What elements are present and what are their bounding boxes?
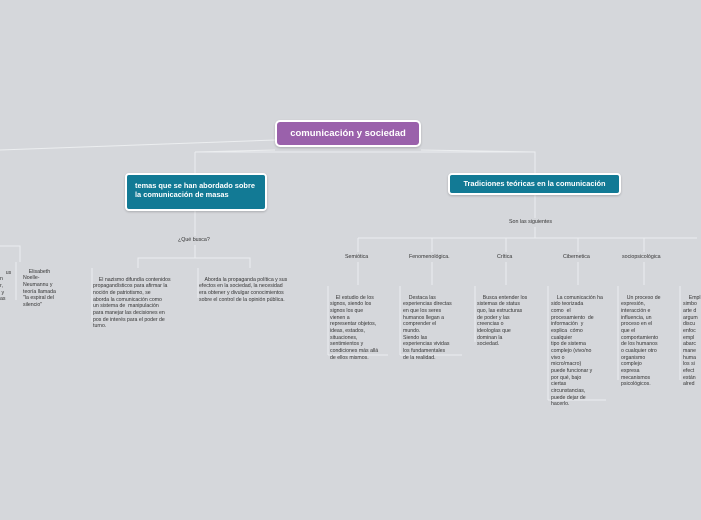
tradition-cibernetica[interactable]	[563, 254, 590, 261]
topic-elisabeth-noelle-neumann[interactable]	[23, 262, 83, 315]
tradition-sociopsicologica[interactable]	[622, 254, 661, 261]
tradition-retorica-text: Empl simbo arte d argum discu enfoc empl abarc mane huma los si efect están alred	[683, 294, 701, 388]
connector-central-right	[195, 152, 535, 173]
topic-elisabeth-text: Elisabeth Noelle- Neumannu y teoría llamada "la espiral del silencio"	[23, 268, 56, 308]
tradition-fenomenologica-label: Fenomenológica.	[409, 254, 450, 260]
tradition-sociopsicologica-text: Un proceso de expresión, interacción e influencia, un proceso en el que el comportamiento de los humanos o cualquier otro organismo complejo expresa mecanismos psicológicos.	[621, 294, 661, 388]
topic-nazismo[interactable]	[93, 270, 193, 337]
connector-question-propaganda	[195, 258, 250, 268]
tradition-cibernetica-description[interactable]	[551, 288, 613, 414]
topic-offscreen-fragment[interactable]	[0, 263, 10, 310]
central-topic-label: comunicación y sociedad	[290, 128, 406, 139]
tradition-critica-text: Busca entender los sistemas de status quo, las estructuras de poder y las creencias o ideologías que dominan la sociedad.	[477, 294, 528, 348]
branch-right-label: Tradiciones teóricas en la comunicación	[463, 179, 606, 188]
connector-question-nazismo	[138, 245, 195, 268]
tradition-semiotica[interactable]	[345, 254, 368, 261]
tradition-semiotica-description[interactable]	[330, 288, 392, 368]
branch-tradiciones-teoricas[interactable]	[448, 173, 621, 195]
tradition-critica-label: Crítica	[497, 254, 513, 260]
tradition-cibernetica-text: La comunicación ha sido teorizada como el procesamiento de información y explica cómo cualquier tipo de sistema complejo (vivo/no vivo o micro/macro) puede funcionar y por qué, bajo ciertas circunstancias, puede dejar de hacerlo.	[551, 294, 603, 408]
tradition-critica-description[interactable]	[477, 288, 541, 355]
tradition-fenomenologica-text: Destaca las experiencias directas en que los seres humanos llegan a comprender el mundo. Siendo las experiencias vividas los fundamentales de la realidad.	[403, 294, 452, 361]
topic-propaganda-text: Aborda la propaganda política y sus efectos en la sociedad, la necesidad era obtener y divulgar conocimientos sobre el control de la opinión pública.	[199, 276, 288, 303]
central-topic[interactable]	[275, 120, 421, 147]
tradition-fenomenologica-description[interactable]	[403, 288, 467, 368]
tradition-semiotica-text: El estudio de los signos, siendo los signos los que vienen a representar objetos, ideas, estados, situaciones, sentimientos y condiciones más allá de ellos mismos.	[330, 294, 379, 361]
topic-son-las-siguientes[interactable]	[509, 219, 552, 226]
topic-offscreen-fragment-text: us n r, y as	[0, 269, 12, 303]
topic-nazismo-text: El nazismo difundía contenidos propagandísticos para afirmar la noción de patriotismo, se aborda la comunicación como un sistema de manipulación para manejar las decisiones en pos de interés para el poder de turno.	[93, 276, 171, 330]
tradition-retorica-description[interactable]	[683, 288, 701, 395]
tradition-sociopsicologica-description[interactable]	[621, 288, 677, 395]
topic-que-busca-label: ¿Qué busca?	[178, 237, 210, 243]
tradition-fenomenologica[interactable]	[409, 254, 450, 261]
tradition-semiotica-label: Semiótica	[345, 254, 369, 260]
tradition-sociopsicologica-label: sociopsicológica	[622, 254, 661, 260]
connector-central-offscreen	[0, 140, 275, 150]
branch-left-label: temas que se han abordado sobre la comunicación de masas	[135, 181, 255, 199]
branch-temas-comunicacion-masas[interactable]	[125, 173, 267, 211]
connector-left-elisabeth	[0, 246, 20, 262]
topic-que-busca[interactable]	[178, 237, 210, 244]
tradition-critica[interactable]	[497, 254, 512, 261]
topic-son-las-siguientes-label: Son las siguientes	[509, 219, 552, 225]
topic-propaganda-politica[interactable]	[199, 270, 309, 310]
tradition-cibernetica-label: Cibernetica	[563, 254, 590, 260]
